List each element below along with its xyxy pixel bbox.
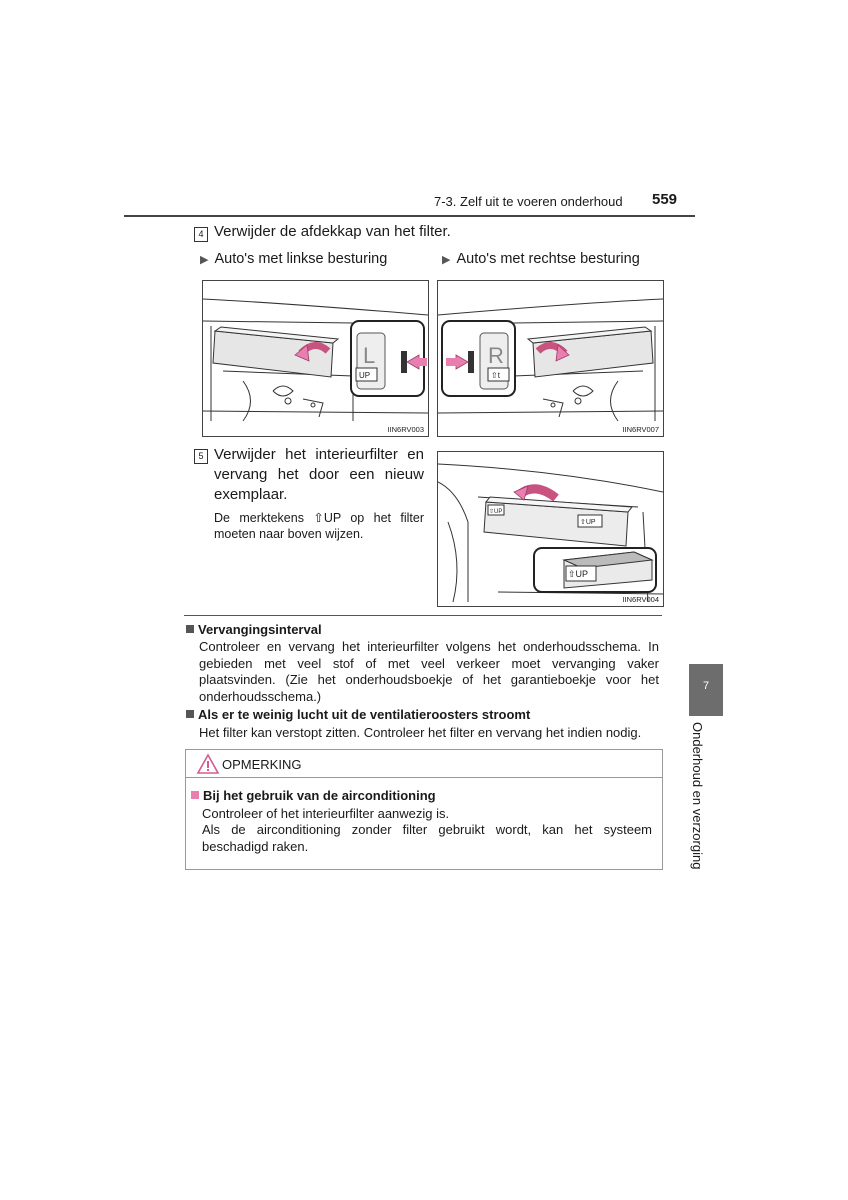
triangle-bullet-icon: ▶ — [442, 254, 451, 266]
page-number: 559 — [652, 191, 678, 208]
interval-heading — [186, 622, 322, 637]
left-drive-heading — [200, 251, 387, 267]
figure-code: IIN6RV003 — [387, 425, 424, 434]
right-letter: R — [488, 343, 504, 368]
right-drive-label: Auto's met rechtse besturing — [456, 251, 640, 267]
chapter-label: Onderhoud en verzorging — [690, 722, 705, 870]
right-up-badge: ⇧t — [491, 371, 500, 380]
square-bullet-icon — [186, 710, 194, 718]
left-up-badge: UP — [359, 371, 371, 380]
notice-separator — [185, 777, 663, 778]
notice-heading — [191, 788, 436, 803]
figure-code: IIN6RV007 — [622, 425, 659, 434]
right-drive-illustration — [438, 281, 663, 436]
svg-text:⇧UP: ⇧UP — [489, 509, 503, 515]
step-number-box: 5 — [194, 449, 208, 464]
filter-illustration — [438, 452, 663, 606]
notice-title: Bij het gebruik van de airconditioning — [203, 788, 436, 803]
figure-code: IIN6RV004 — [622, 595, 659, 604]
square-bullet-icon — [186, 625, 194, 633]
left-drive-illustration — [203, 281, 428, 436]
figure-right-drive — [437, 280, 664, 437]
step-4-text: Verwijder de afdekkap van het filter. — [214, 223, 451, 240]
svg-text:⇧UP: ⇧UP — [580, 519, 596, 526]
warning-triangle-icon — [196, 753, 220, 775]
filter-up-badge: ⇧UP — [568, 569, 589, 579]
notice-label: OPMERKING — [222, 757, 302, 772]
notice-line-1: Controleer of het interieurfilter aanwezig is. — [202, 806, 450, 821]
figure-left-drive — [202, 280, 429, 437]
interval-body: Controleer en vervang het interieurfilter volgens het onderhoudsschema. In gebieden met veel stof of met veel verkeer moet vervanging vaker plaatsvinden. (Zie het onderhoudsboekje of het garantieboekje voor het onderhoudsschema.) — [199, 639, 659, 704]
airflow-title: Als er te weinig lucht uit de ventilatieroosters stroomt — [198, 707, 531, 722]
left-drive-label: Auto's met linkse besturing — [214, 251, 388, 267]
chapter-tab: 7 — [689, 664, 723, 716]
step-number-box: 4 — [194, 227, 208, 242]
airflow-body: Het filter kan verstopt zitten. Controleer het filter en vervang het indien nodig. — [199, 725, 642, 740]
figure-filter-replacement — [437, 451, 664, 607]
right-drive-heading — [442, 251, 640, 267]
step-5-note: De merktekens ⇧UP op het filter moeten naar boven wijzen. — [214, 511, 424, 541]
left-letter: L — [363, 343, 376, 368]
section-divider — [184, 615, 662, 616]
triangle-bullet-icon: ▶ — [200, 254, 209, 266]
section-title: 7-3. Zelf uit te voeren onderhoud — [434, 194, 623, 209]
header-divider — [124, 215, 695, 217]
step-5-text: Verwijder het interieurfilter en vervang het door een nieuw exemplaar. — [214, 446, 424, 503]
pink-square-bullet-icon — [191, 791, 199, 799]
notice-line-2: Als de airconditioning zonder filter gebruikt wordt, kan het systeem beschadigd raken. — [202, 822, 652, 854]
airflow-heading — [186, 707, 530, 722]
interval-title: Vervangingsinterval — [198, 622, 322, 637]
